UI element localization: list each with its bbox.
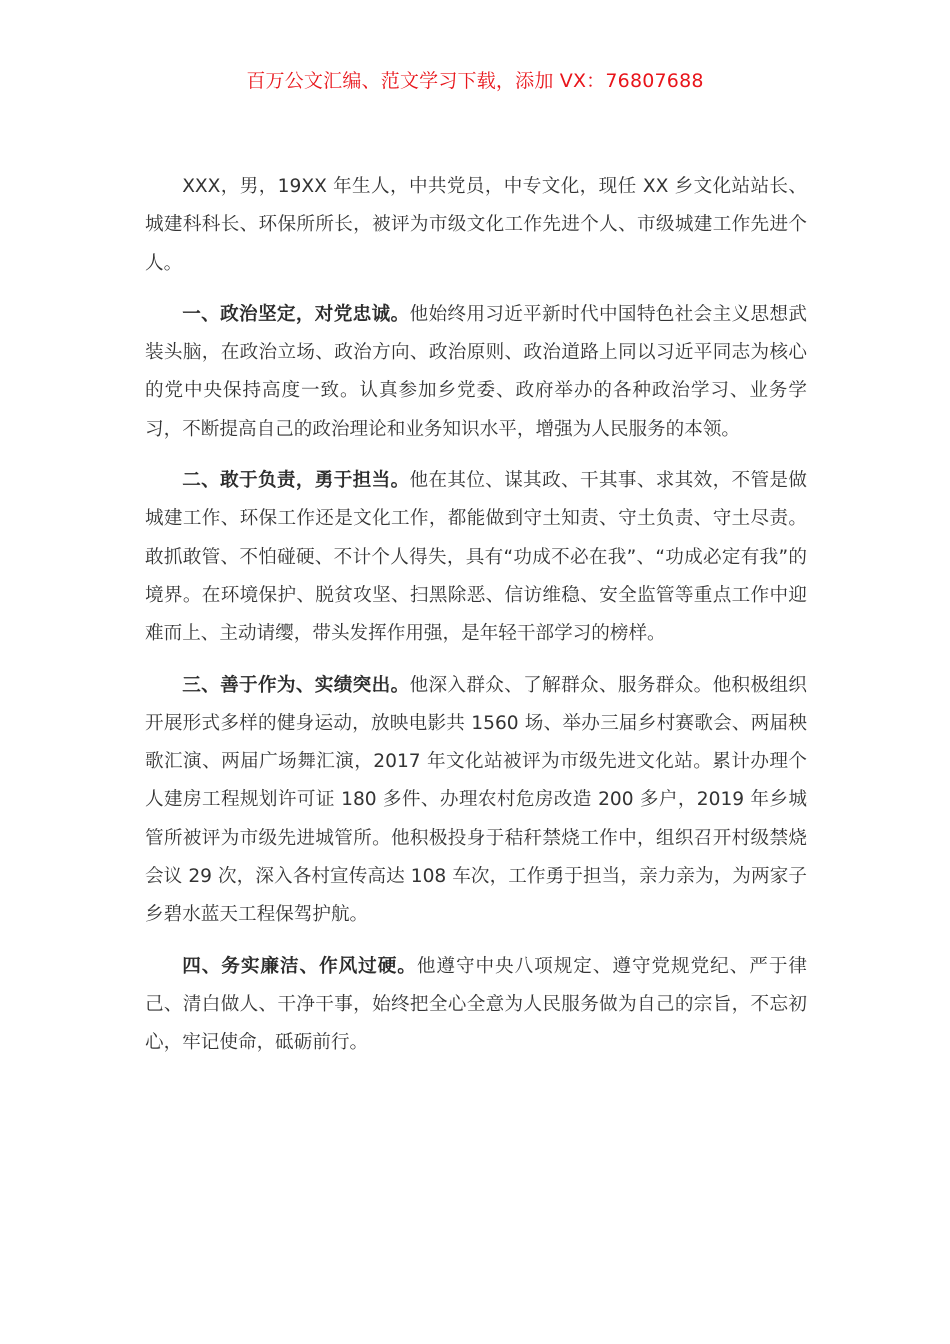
section-paragraph-2 (145, 462, 807, 653)
section-text: 他始终用习近平新时代中国特色社会主义思想武装头脑，在政治立场、政治方向、政治原则、政治道路上同以习近平同志为核心的党中央保持高度一致。认真参加乡党委、政府举办的各种政治学习、业务学习，不断提高自己的政治理论和业务知识水平，增强为人民服务的本领。 (145, 303, 807, 440)
section-heading: 二、敢于负责，勇于担当。 (182, 470, 410, 492)
section-heading: 四、务实廉洁、作风过硬。 (182, 955, 417, 977)
section-heading: 三、善于作为、实绩突出。 (182, 674, 410, 696)
section-text: 他遵守中央八项规定、遵守党规党纪、严于律己、清白做人、干净干事，始终把全心全意为人民服务做为自己的宗旨，不忘初心，牢记使命，砥砺前行。 (145, 955, 807, 1054)
watermark-header: 百万公文汇编、范文学习下载，添加 VX：76807688 (246, 70, 704, 92)
section-text: 他深入群众、了解群众、服务群众。他积极组织开展形式多样的健身运动，放映电影共 1560 场、举办三届乡村赛歌会、两届秧歌汇演、两届广场舞汇演，2017 年文化站被评为市级先进文化站。累计办理个人建房工程规划许可证 180 多件、办理农村危房改造 200 多户，2019 年乡城管所被评为市级先进城管所。他积极投身于秸秆禁烧工作中，组织召开村级禁烧会议 29 次，深入各村宣传高达 108 车次，工作勇于担当，亲力亲为，为两家子乡碧水蓝天工程保驾护航。 (145, 674, 807, 926)
section-paragraph-4 (145, 948, 807, 1063)
document-body (145, 168, 807, 1076)
section-paragraph-1 (145, 296, 807, 449)
section-text: 他在其位、谋其政、干其事、求其效，不管是做城建工作、环保工作还是文化工作，都能做到守土知责、守土负责、守土尽责。敢抓敢管、不怕碰硬、不计个人得失，具有“功成不必在我”、“功成必定有我”的境界。在环境保护、脱贫攻坚、扫黑除恶、信访维稳、安全监管等重点工作中迎难而上、主动请缨，带头发挥作用强，是年轻干部学习的榜样。 (145, 470, 807, 645)
section-heading: 一、政治坚定，对党忠诚。 (182, 303, 410, 325)
intro-paragraph: XXX，男，19XX 年生人，中共党员，中专文化，现任 XX 乡文化站站长、城建科科长、环保所所长，被评为市级文化工作先进个人、市级城建工作先进个人。 (145, 176, 807, 274)
section-paragraph-3 (145, 667, 807, 935)
